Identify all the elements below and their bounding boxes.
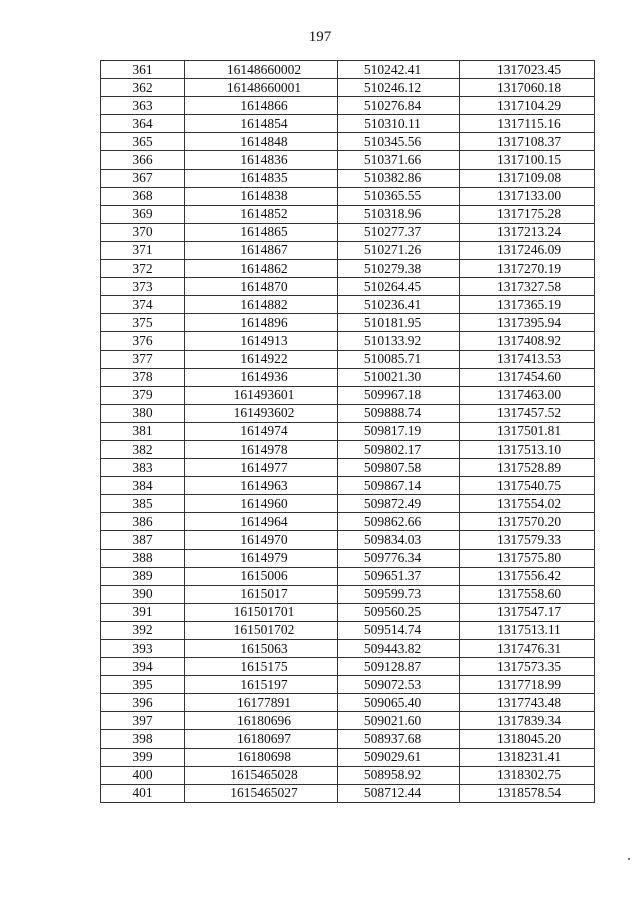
row-number-cell: 393 [101,640,185,658]
point-id-cell: 1614964 [185,513,338,531]
row-number-cell: 385 [101,495,185,513]
table-row [101,603,595,621]
x-coordinate-cell: 510264.45 [338,278,460,296]
table-row [101,223,595,241]
y-coordinate-cell: 1317104.29 [460,97,595,115]
x-coordinate-cell: 510133.92 [338,332,460,350]
point-id-cell: 1614866 [185,97,338,115]
point-id-cell: 1614838 [185,187,338,205]
row-number-cell: 372 [101,260,185,278]
table-row [101,151,595,169]
coordinates-table [100,60,595,803]
row-number-cell: 391 [101,603,185,621]
table-row [101,531,595,549]
table-row [101,314,595,332]
row-number-cell: 366 [101,151,185,169]
table-row [101,784,595,802]
y-coordinate-cell: 1317175.28 [460,205,595,223]
point-id-cell: 1614963 [185,477,338,495]
x-coordinate-cell: 509872.49 [338,495,460,513]
table-row [101,730,595,748]
row-number-cell: 373 [101,278,185,296]
point-id-cell: 1614862 [185,260,338,278]
row-number-cell: 361 [101,61,185,79]
row-number-cell: 383 [101,459,185,477]
x-coordinate-cell: 509560.25 [338,603,460,621]
y-coordinate-cell: 1317501.81 [460,422,595,440]
table-row [101,61,595,79]
point-id-cell: 1614867 [185,241,338,259]
row-number-cell: 390 [101,585,185,603]
table-row [101,495,595,513]
y-coordinate-cell: 1317476.31 [460,640,595,658]
point-id-cell: 1614913 [185,332,338,350]
point-id-cell: 16180697 [185,730,338,748]
table-row [101,712,595,730]
point-id-cell: 1614854 [185,115,338,133]
x-coordinate-cell: 510271.26 [338,241,460,259]
point-id-cell: 1615006 [185,567,338,585]
point-id-cell: 161493602 [185,404,338,422]
row-number-cell: 382 [101,440,185,458]
row-number-cell: 365 [101,133,185,151]
x-coordinate-cell: 509834.03 [338,531,460,549]
y-coordinate-cell: 1317718.99 [460,676,595,694]
table-row [101,296,595,314]
row-number-cell: 396 [101,694,185,712]
y-coordinate-cell: 1317528.89 [460,459,595,477]
y-coordinate-cell: 1317108.37 [460,133,595,151]
row-number-cell: 394 [101,658,185,676]
y-coordinate-cell: 1317556.42 [460,567,595,585]
row-number-cell: 392 [101,621,185,639]
table-row [101,422,595,440]
y-coordinate-cell: 1317060.18 [460,79,595,97]
row-number-cell: 363 [101,97,185,115]
x-coordinate-cell: 510310.11 [338,115,460,133]
x-coordinate-cell: 509867.14 [338,477,460,495]
x-coordinate-cell: 510279.38 [338,260,460,278]
y-coordinate-cell: 1317513.11 [460,621,595,639]
y-coordinate-cell: 1318045.20 [460,730,595,748]
y-coordinate-cell: 1317839.34 [460,712,595,730]
x-coordinate-cell: 509029.61 [338,748,460,766]
x-coordinate-cell: 510345.56 [338,133,460,151]
y-coordinate-cell: 1317570.20 [460,513,595,531]
y-coordinate-cell: 1317115.16 [460,115,595,133]
row-number-cell: 369 [101,205,185,223]
table-row [101,694,595,712]
y-coordinate-cell: 1317246.09 [460,241,595,259]
table-row [101,459,595,477]
table-row [101,585,595,603]
x-coordinate-cell: 510085.71 [338,350,460,368]
y-coordinate-cell: 1317413.53 [460,350,595,368]
x-coordinate-cell: 510365.55 [338,187,460,205]
point-id-cell: 16148660001 [185,79,338,97]
x-coordinate-cell: 510236.41 [338,296,460,314]
x-coordinate-cell: 509065.40 [338,694,460,712]
point-id-cell: 1615465028 [185,766,338,784]
y-coordinate-cell: 1317365.19 [460,296,595,314]
row-number-cell: 367 [101,169,185,187]
point-id-cell: 1614979 [185,549,338,567]
point-id-cell: 16180696 [185,712,338,730]
table-row [101,477,595,495]
point-id-cell: 1614870 [185,278,338,296]
y-coordinate-cell: 1317023.45 [460,61,595,79]
point-id-cell: 1614835 [185,169,338,187]
point-id-cell: 1614852 [185,205,338,223]
x-coordinate-cell: 508937.68 [338,730,460,748]
table-row [101,260,595,278]
point-id-cell: 161501701 [185,603,338,621]
x-coordinate-cell: 509651.37 [338,567,460,585]
x-coordinate-cell: 510371.66 [338,151,460,169]
table-row [101,404,595,422]
table-row [101,368,595,386]
table-row [101,350,595,368]
x-coordinate-cell: 509128.87 [338,658,460,676]
x-coordinate-cell: 510021.30 [338,368,460,386]
table-row [101,97,595,115]
row-number-cell: 380 [101,404,185,422]
point-id-cell: 1615175 [185,658,338,676]
row-number-cell: 370 [101,223,185,241]
table-row [101,748,595,766]
point-id-cell: 16180698 [185,748,338,766]
y-coordinate-cell: 1317270.19 [460,260,595,278]
table-row [101,241,595,259]
y-coordinate-cell: 1317540.75 [460,477,595,495]
x-coordinate-cell: 510382.86 [338,169,460,187]
row-number-cell: 401 [101,784,185,802]
y-coordinate-cell: 1317463.00 [460,386,595,404]
x-coordinate-cell: 509443.82 [338,640,460,658]
y-coordinate-cell: 1317109.08 [460,169,595,187]
x-coordinate-cell: 509967.18 [338,386,460,404]
y-coordinate-cell: 1317575.80 [460,549,595,567]
point-id-cell: 1614836 [185,151,338,169]
point-id-cell: 1614882 [185,296,338,314]
x-coordinate-cell: 510277.37 [338,223,460,241]
point-id-cell: 1614922 [185,350,338,368]
x-coordinate-cell: 509862.66 [338,513,460,531]
y-coordinate-cell: 1318231.41 [460,748,595,766]
row-number-cell: 362 [101,79,185,97]
row-number-cell: 389 [101,567,185,585]
y-coordinate-cell: 1317395.94 [460,314,595,332]
x-coordinate-cell: 510242.41 [338,61,460,79]
table-row [101,567,595,585]
table-row [101,115,595,133]
y-coordinate-cell: 1318578.54 [460,784,595,802]
y-coordinate-cell: 1317327.58 [460,278,595,296]
x-coordinate-cell: 508958.92 [338,766,460,784]
row-number-cell: 387 [101,531,185,549]
y-coordinate-cell: 1318302.75 [460,766,595,784]
point-id-cell: 1614974 [185,422,338,440]
point-id-cell: 1614896 [185,314,338,332]
x-coordinate-cell: 508712.44 [338,784,460,802]
table-row [101,549,595,567]
table-row [101,169,595,187]
x-coordinate-cell: 509514.74 [338,621,460,639]
x-coordinate-cell: 509817.19 [338,422,460,440]
y-coordinate-cell: 1317100.15 [460,151,595,169]
row-number-cell: 368 [101,187,185,205]
row-number-cell: 399 [101,748,185,766]
page-number: 197 [308,29,332,45]
row-number-cell: 400 [101,766,185,784]
y-coordinate-cell: 1317547.17 [460,603,595,621]
point-id-cell: 1615465027 [185,784,338,802]
x-coordinate-cell: 510181.95 [338,314,460,332]
row-number-cell: 386 [101,513,185,531]
table-row [101,278,595,296]
point-id-cell: 1615197 [185,676,338,694]
y-coordinate-cell: 1317213.24 [460,223,595,241]
y-coordinate-cell: 1317513.10 [460,440,595,458]
row-number-cell: 381 [101,422,185,440]
point-id-cell: 1614978 [185,440,338,458]
y-coordinate-cell: 1317454.60 [460,368,595,386]
table-row [101,658,595,676]
row-number-cell: 378 [101,368,185,386]
x-coordinate-cell: 509802.17 [338,440,460,458]
row-number-cell: 388 [101,549,185,567]
x-coordinate-cell: 509776.34 [338,549,460,567]
row-number-cell: 375 [101,314,185,332]
x-coordinate-cell: 509021.60 [338,712,460,730]
point-id-cell: 1614960 [185,495,338,513]
table-row [101,640,595,658]
scan-mark [628,858,630,860]
point-id-cell: 1614865 [185,223,338,241]
table-row [101,79,595,97]
row-number-cell: 376 [101,332,185,350]
row-number-cell: 371 [101,241,185,259]
table-row [101,187,595,205]
table-row [101,205,595,223]
y-coordinate-cell: 1317408.92 [460,332,595,350]
point-id-cell: 1614848 [185,133,338,151]
x-coordinate-cell: 510318.96 [338,205,460,223]
point-id-cell: 1614970 [185,531,338,549]
y-coordinate-cell: 1317133.00 [460,187,595,205]
point-id-cell: 1614936 [185,368,338,386]
row-number-cell: 398 [101,730,185,748]
point-id-cell: 161493601 [185,386,338,404]
row-number-cell: 377 [101,350,185,368]
table-row [101,621,595,639]
table-row [101,766,595,784]
x-coordinate-cell: 509599.73 [338,585,460,603]
row-number-cell: 379 [101,386,185,404]
table-row [101,386,595,404]
y-coordinate-cell: 1317457.52 [460,404,595,422]
x-coordinate-cell: 509807.58 [338,459,460,477]
point-id-cell: 1615017 [185,585,338,603]
table-row [101,133,595,151]
point-id-cell: 1615063 [185,640,338,658]
y-coordinate-cell: 1317579.33 [460,531,595,549]
table-row [101,332,595,350]
row-number-cell: 364 [101,115,185,133]
row-number-cell: 397 [101,712,185,730]
x-coordinate-cell: 510276.84 [338,97,460,115]
table-row [101,440,595,458]
point-id-cell: 16177891 [185,694,338,712]
y-coordinate-cell: 1317558.60 [460,585,595,603]
row-number-cell: 374 [101,296,185,314]
x-coordinate-cell: 510246.12 [338,79,460,97]
y-coordinate-cell: 1317743.48 [460,694,595,712]
row-number-cell: 395 [101,676,185,694]
x-coordinate-cell: 509888.74 [338,404,460,422]
table-row [101,676,595,694]
point-id-cell: 161501702 [185,621,338,639]
x-coordinate-cell: 509072.53 [338,676,460,694]
row-number-cell: 384 [101,477,185,495]
point-id-cell: 16148660002 [185,61,338,79]
y-coordinate-cell: 1317573.35 [460,658,595,676]
table-row [101,513,595,531]
point-id-cell: 1614977 [185,459,338,477]
y-coordinate-cell: 1317554.02 [460,495,595,513]
